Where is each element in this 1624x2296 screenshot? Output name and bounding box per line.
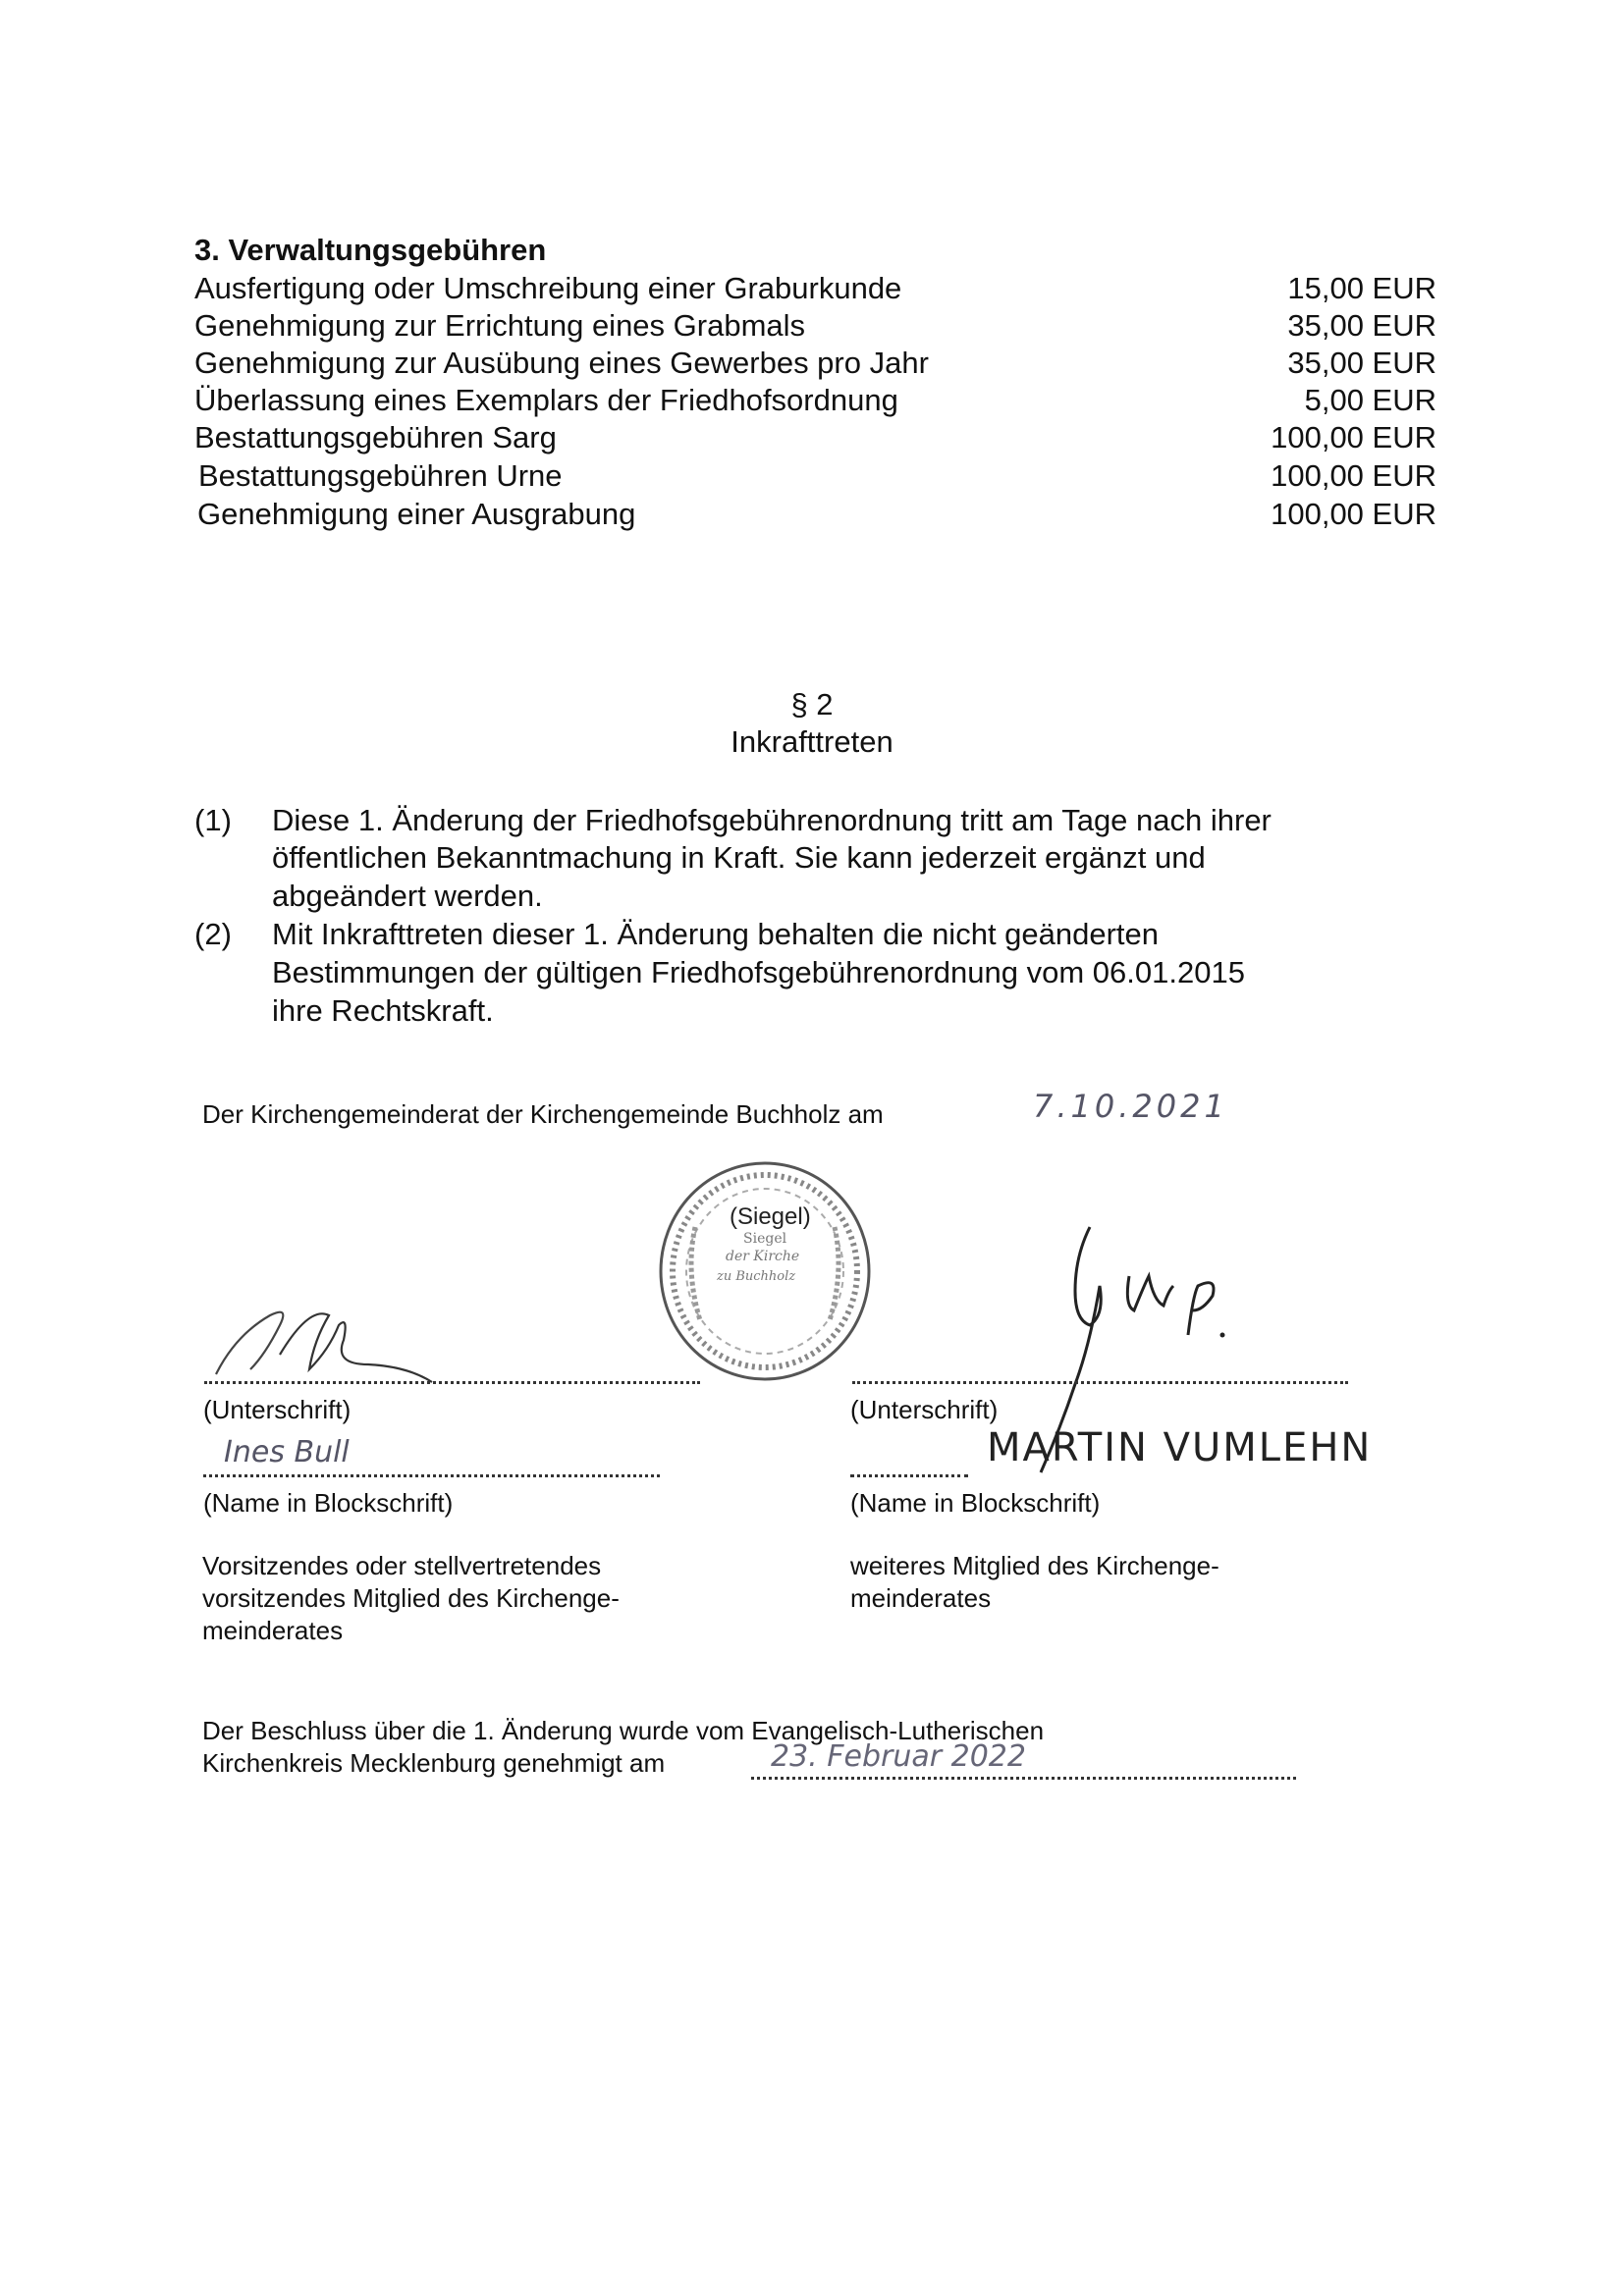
fee-label: Genehmigung einer Ausgrabung bbox=[197, 497, 636, 531]
seal-label: (Siegel) bbox=[730, 1203, 811, 1230]
fee-label: Genehmigung zur Errichtung eines Grabmals bbox=[194, 308, 806, 343]
seal-inner-text: zu Buchholz bbox=[717, 1269, 796, 1284]
seal-inner-text: Siegel bbox=[743, 1231, 787, 1247]
name-label: (Name in Blockschrift) bbox=[850, 1488, 1101, 1518]
fee-row bbox=[194, 420, 1436, 457]
clause-number: (1) bbox=[194, 803, 232, 837]
fee-row bbox=[194, 346, 1436, 383]
role-description: meinderates bbox=[850, 1583, 992, 1613]
fee-amount: 100,00 EUR bbox=[1271, 420, 1436, 454]
role-description: Vorsitzendes oder stellvertretendes bbox=[202, 1551, 602, 1580]
fee-amount: 100,00 EUR bbox=[1271, 497, 1436, 531]
section-title: Inkrafttreten bbox=[731, 724, 893, 759]
fee-amount: 100,00 EUR bbox=[1271, 458, 1436, 493]
fee-label: Ausfertigung oder Umschreibung einer Graburkunde bbox=[194, 271, 902, 305]
name-line bbox=[850, 1474, 968, 1477]
seal-inner-text: der Kirche bbox=[726, 1249, 800, 1264]
fee-label: Genehmigung zur Ausübung eines Gewerbes pro Jahr bbox=[194, 346, 929, 380]
fee-amount: 5,00 EUR bbox=[1304, 383, 1436, 417]
fee-label: Überlassung eines Exemplars der Friedhofsordnung bbox=[194, 383, 898, 417]
fee-section-heading: 3. Verwaltungsgebühren bbox=[194, 233, 547, 267]
fee-row bbox=[197, 497, 1436, 534]
approval-line: Der Beschluss über die 1. Änderung wurde vom Evangelisch-Lutherischen bbox=[202, 1716, 1045, 1745]
clause-line: Mit Inkrafttreten dieser 1. Änderung behalten die nicht geänderten bbox=[272, 917, 1160, 951]
fee-row bbox=[194, 383, 1436, 420]
fee-label: Bestattungsgebühren Sarg bbox=[194, 420, 557, 454]
handwritten-name: MARTIN VUMLEHN bbox=[987, 1425, 1373, 1470]
handwritten-council-date: 7.10.2021 bbox=[1033, 1088, 1228, 1125]
role-description: weiteres Mitglied des Kirchenge- bbox=[850, 1551, 1219, 1580]
fee-row bbox=[198, 458, 1436, 496]
fee-amount: 15,00 EUR bbox=[1287, 271, 1436, 305]
council-line: Der Kirchengemeinderat der Kirchengemeinde Buchholz am bbox=[202, 1099, 884, 1129]
name-label: (Name in Blockschrift) bbox=[203, 1488, 454, 1518]
role-description: vorsitzendes Mitglied des Kirchenge- bbox=[202, 1583, 620, 1613]
handwritten-name: Ines Bull bbox=[224, 1435, 350, 1469]
fee-row bbox=[194, 271, 1436, 308]
signature-label: (Unterschrift) bbox=[203, 1395, 352, 1424]
clause-line: Bestimmungen der gültigen Friedhofsgebührenordnung vom 06.01.2015 bbox=[272, 955, 1245, 989]
signature-line bbox=[204, 1381, 700, 1384]
signature-label: (Unterschrift) bbox=[850, 1395, 999, 1424]
clause-line: öffentlichen Bekanntmachung in Kraft. Sie kann jederzeit ergänzt und bbox=[272, 840, 1206, 875]
fee-amount: 35,00 EUR bbox=[1287, 346, 1436, 380]
clause-line: Diese 1. Änderung der Friedhofsgebührenordnung tritt am Tage nach ihrer bbox=[272, 803, 1272, 837]
clause-line: ihre Rechtskraft. bbox=[272, 993, 494, 1028]
clause-line: abgeändert werden. bbox=[272, 879, 543, 913]
approval-date-line bbox=[751, 1777, 1296, 1780]
handwritten-approval-date: 23. Februar 2022 bbox=[771, 1739, 1026, 1774]
fee-amount: 35,00 EUR bbox=[1287, 308, 1436, 343]
approval-line: Kirchenkreis Mecklenburg genehmigt am bbox=[202, 1748, 666, 1778]
fee-label: Bestattungsgebühren Urne bbox=[198, 458, 563, 493]
left-signature bbox=[211, 1296, 447, 1384]
clause-number: (2) bbox=[194, 917, 232, 951]
name-line bbox=[203, 1474, 660, 1477]
role-description: meinderates bbox=[202, 1616, 344, 1645]
fee-row bbox=[194, 308, 1436, 346]
signature-line bbox=[852, 1381, 1348, 1384]
section-number: § 2 bbox=[790, 687, 834, 721]
